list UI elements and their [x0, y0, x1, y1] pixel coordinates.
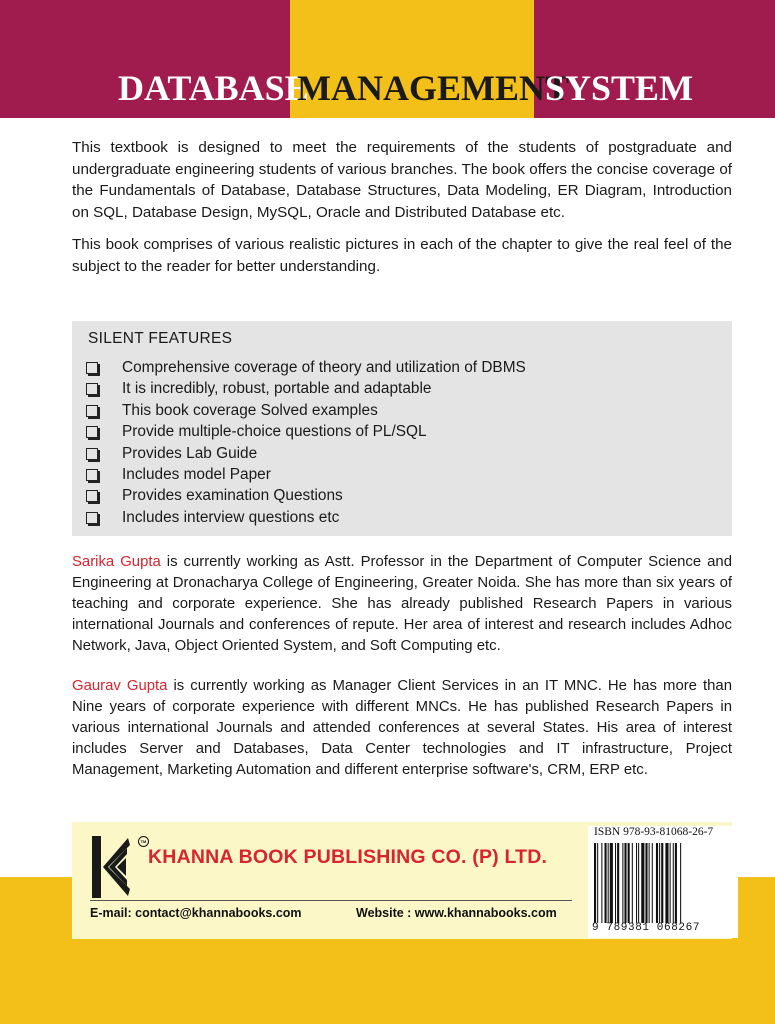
- feature-item: It is incredibly, robust, portable and adaptable: [86, 378, 526, 399]
- publisher-name: KHANNA BOOK PUBLISHING CO. (P) LTD.: [148, 846, 548, 868]
- publisher-website: Website : www.khannabooks.com: [356, 906, 557, 920]
- isbn-label: ISBN 978-93-81068-26-7: [594, 826, 714, 838]
- feature-item: Provides Lab Guide: [86, 443, 526, 464]
- feature-item: Provides examination Questions: [86, 485, 526, 506]
- barcode-icon: [592, 843, 734, 923]
- author-bio-text-1: is currently working as Astt. Professor in the Department of Computer Science and Engineering at Dronacharya College of Engineering, Greater Noida. She has more than six years of teaching and corporate experience. She has already published Research Papers in various international Journals and conferences of repute. Her area of interest and research includes Adhoc Network, Java, Object Oriented System, and Soft Computing etc.: [72, 554, 732, 654]
- title-word-management: MANAGEMENT: [297, 68, 569, 108]
- trademark-symbol: TM: [138, 836, 149, 847]
- publisher-divider: [90, 900, 572, 901]
- description-paragraph-1: This textbook is designed to meet the requirements of the students of postgraduate and undergraduate engineering students of various branches. The book offers the concise coverage of the Fundamentals of Database, Database Structures, Data Modeling, ER Diagram, Introduction on SQL, Database Design, MySQL, Oracle and Distributed Database etc.: [72, 139, 732, 221]
- feature-item: Includes model Paper: [86, 464, 526, 485]
- description-paragraph-2: This book comprises of various realistic pictures in each of the chapter to give the real feel of the subject to the reader for better understanding.: [72, 236, 732, 275]
- checkbox-bullet-icon: [86, 383, 98, 395]
- khanna-k-logo-icon: [92, 836, 130, 898]
- feature-item: Includes interview questions etc: [86, 507, 526, 528]
- barcode-digits: 9 789381 068267: [592, 922, 701, 934]
- isbn-block: [588, 826, 738, 938]
- checkbox-bullet-icon: [86, 448, 98, 460]
- checkbox-bullet-icon: [86, 490, 98, 502]
- feature-item: This book coverage Solved examples: [86, 400, 526, 421]
- author-name-2: Gaurav Gupta: [72, 678, 168, 694]
- author-name-1: Sarika Gupta: [72, 554, 161, 570]
- checkbox-bullet-icon: [86, 405, 98, 417]
- feature-item: Provide multiple-choice questions of PL/SQL: [86, 421, 526, 442]
- checkbox-bullet-icon: [86, 469, 98, 481]
- author-bio-text-2: is currently working as Manager Client Services in an IT MNC. He has more than Nine years of corporate experience with different MNCs. He has published Research Papers in various international Journals and attended conferences at several States. His area of interest includes Server and Databases, Data Center technologies and IT infrastructure, Project Management, Marketing Automation and different enterprise software's, CRM, ERP etc.: [72, 678, 732, 778]
- features-panel: [72, 321, 732, 536]
- features-title: SILENT FEATURES: [88, 330, 233, 347]
- checkbox-bullet-icon: [86, 512, 98, 524]
- author-bio-2: [72, 676, 732, 781]
- book-description: [72, 137, 732, 289]
- title-word-database: DATABASE: [118, 68, 309, 108]
- feature-item: Comprehensive coverage of theory and utilization of DBMS: [86, 357, 526, 378]
- book-title: [0, 62, 775, 114]
- features-list: [86, 357, 526, 528]
- checkbox-bullet-icon: [86, 362, 98, 374]
- checkbox-bullet-icon: [86, 426, 98, 438]
- title-word-system: SYSTEM: [545, 68, 694, 108]
- author-bio-1: [72, 552, 732, 657]
- header-banner: [0, 0, 775, 118]
- publisher-email: E-mail: contact@khannabooks.com: [90, 906, 302, 920]
